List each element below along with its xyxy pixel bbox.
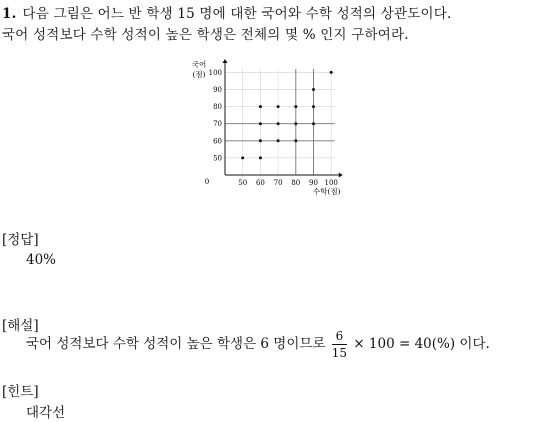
- data-point: [259, 122, 262, 125]
- x-axis-label: 수학(점): [312, 187, 341, 196]
- x-tick-label: 80: [291, 179, 301, 187]
- data-point: [312, 105, 315, 108]
- data-point: [312, 88, 315, 91]
- data-point: [277, 105, 280, 108]
- y-tick-label: 100: [208, 68, 222, 77]
- data-point: [241, 156, 244, 159]
- question-text-1: 다음 그림은 어느 반 학생 15 명에 대한 국어와 수학 성적의 상관도이다.: [22, 6, 452, 22]
- data-point: [330, 71, 333, 74]
- y-axis-arrow: [223, 59, 228, 63]
- chart-grid: [225, 69, 335, 175]
- y-tick-label: 50: [213, 154, 222, 163]
- data-point: [259, 105, 262, 108]
- question-number: 1.: [2, 6, 17, 22]
- hint-text: 대각선: [26, 405, 66, 421]
- y-tick-label: 60: [213, 137, 222, 146]
- question-line-2: 국어 성적보다 수학 성적이 높은 학생은 전체의 몇 % 인지 구하여라.: [2, 27, 409, 43]
- hint-header: [힌트]: [2, 384, 39, 400]
- y-tick-label: 70: [213, 120, 222, 129]
- data-point: [259, 156, 262, 159]
- fraction-denominator: 15: [331, 346, 348, 360]
- answer-header: [정답]: [2, 232, 39, 248]
- y-axis-label: 국어: [191, 59, 207, 69]
- data-point: [294, 122, 297, 125]
- data-point: [277, 122, 280, 125]
- chart-axes: [223, 59, 343, 178]
- explanation-text-before: 국어 성적보다 수학 성적이 높은 학생은 6 명이므로: [26, 336, 326, 352]
- question-line-1: [2, 2, 451, 22]
- x-tick-label: 50: [238, 179, 248, 187]
- data-point: [277, 139, 280, 142]
- x-axis-arrow: [339, 173, 343, 178]
- data-point: [294, 105, 297, 108]
- x-tick-label: 70: [273, 179, 283, 187]
- scatter-chart: [180, 52, 370, 204]
- y-tick-label: 90: [213, 86, 222, 94]
- data-point: [312, 122, 315, 125]
- fraction: [332, 330, 347, 359]
- x-tick-label: 60: [255, 179, 265, 187]
- data-point: [294, 139, 297, 142]
- x-tick-label: 90: [309, 179, 318, 187]
- y-tick-label: 80: [213, 103, 222, 112]
- explanation-line: [26, 330, 490, 359]
- explanation-text-after: × 100 = 40(%) 이다.: [353, 336, 490, 352]
- explanation-header: [해설]: [2, 318, 39, 334]
- fraction-numerator: 6: [332, 330, 347, 345]
- y-axis-label: (점): [192, 69, 206, 79]
- x-tick-label: 100: [324, 179, 338, 187]
- origin-label: 0: [204, 178, 210, 186]
- data-point: [259, 139, 262, 142]
- chart-points: [241, 71, 333, 159]
- answer-text: 40%: [26, 252, 57, 268]
